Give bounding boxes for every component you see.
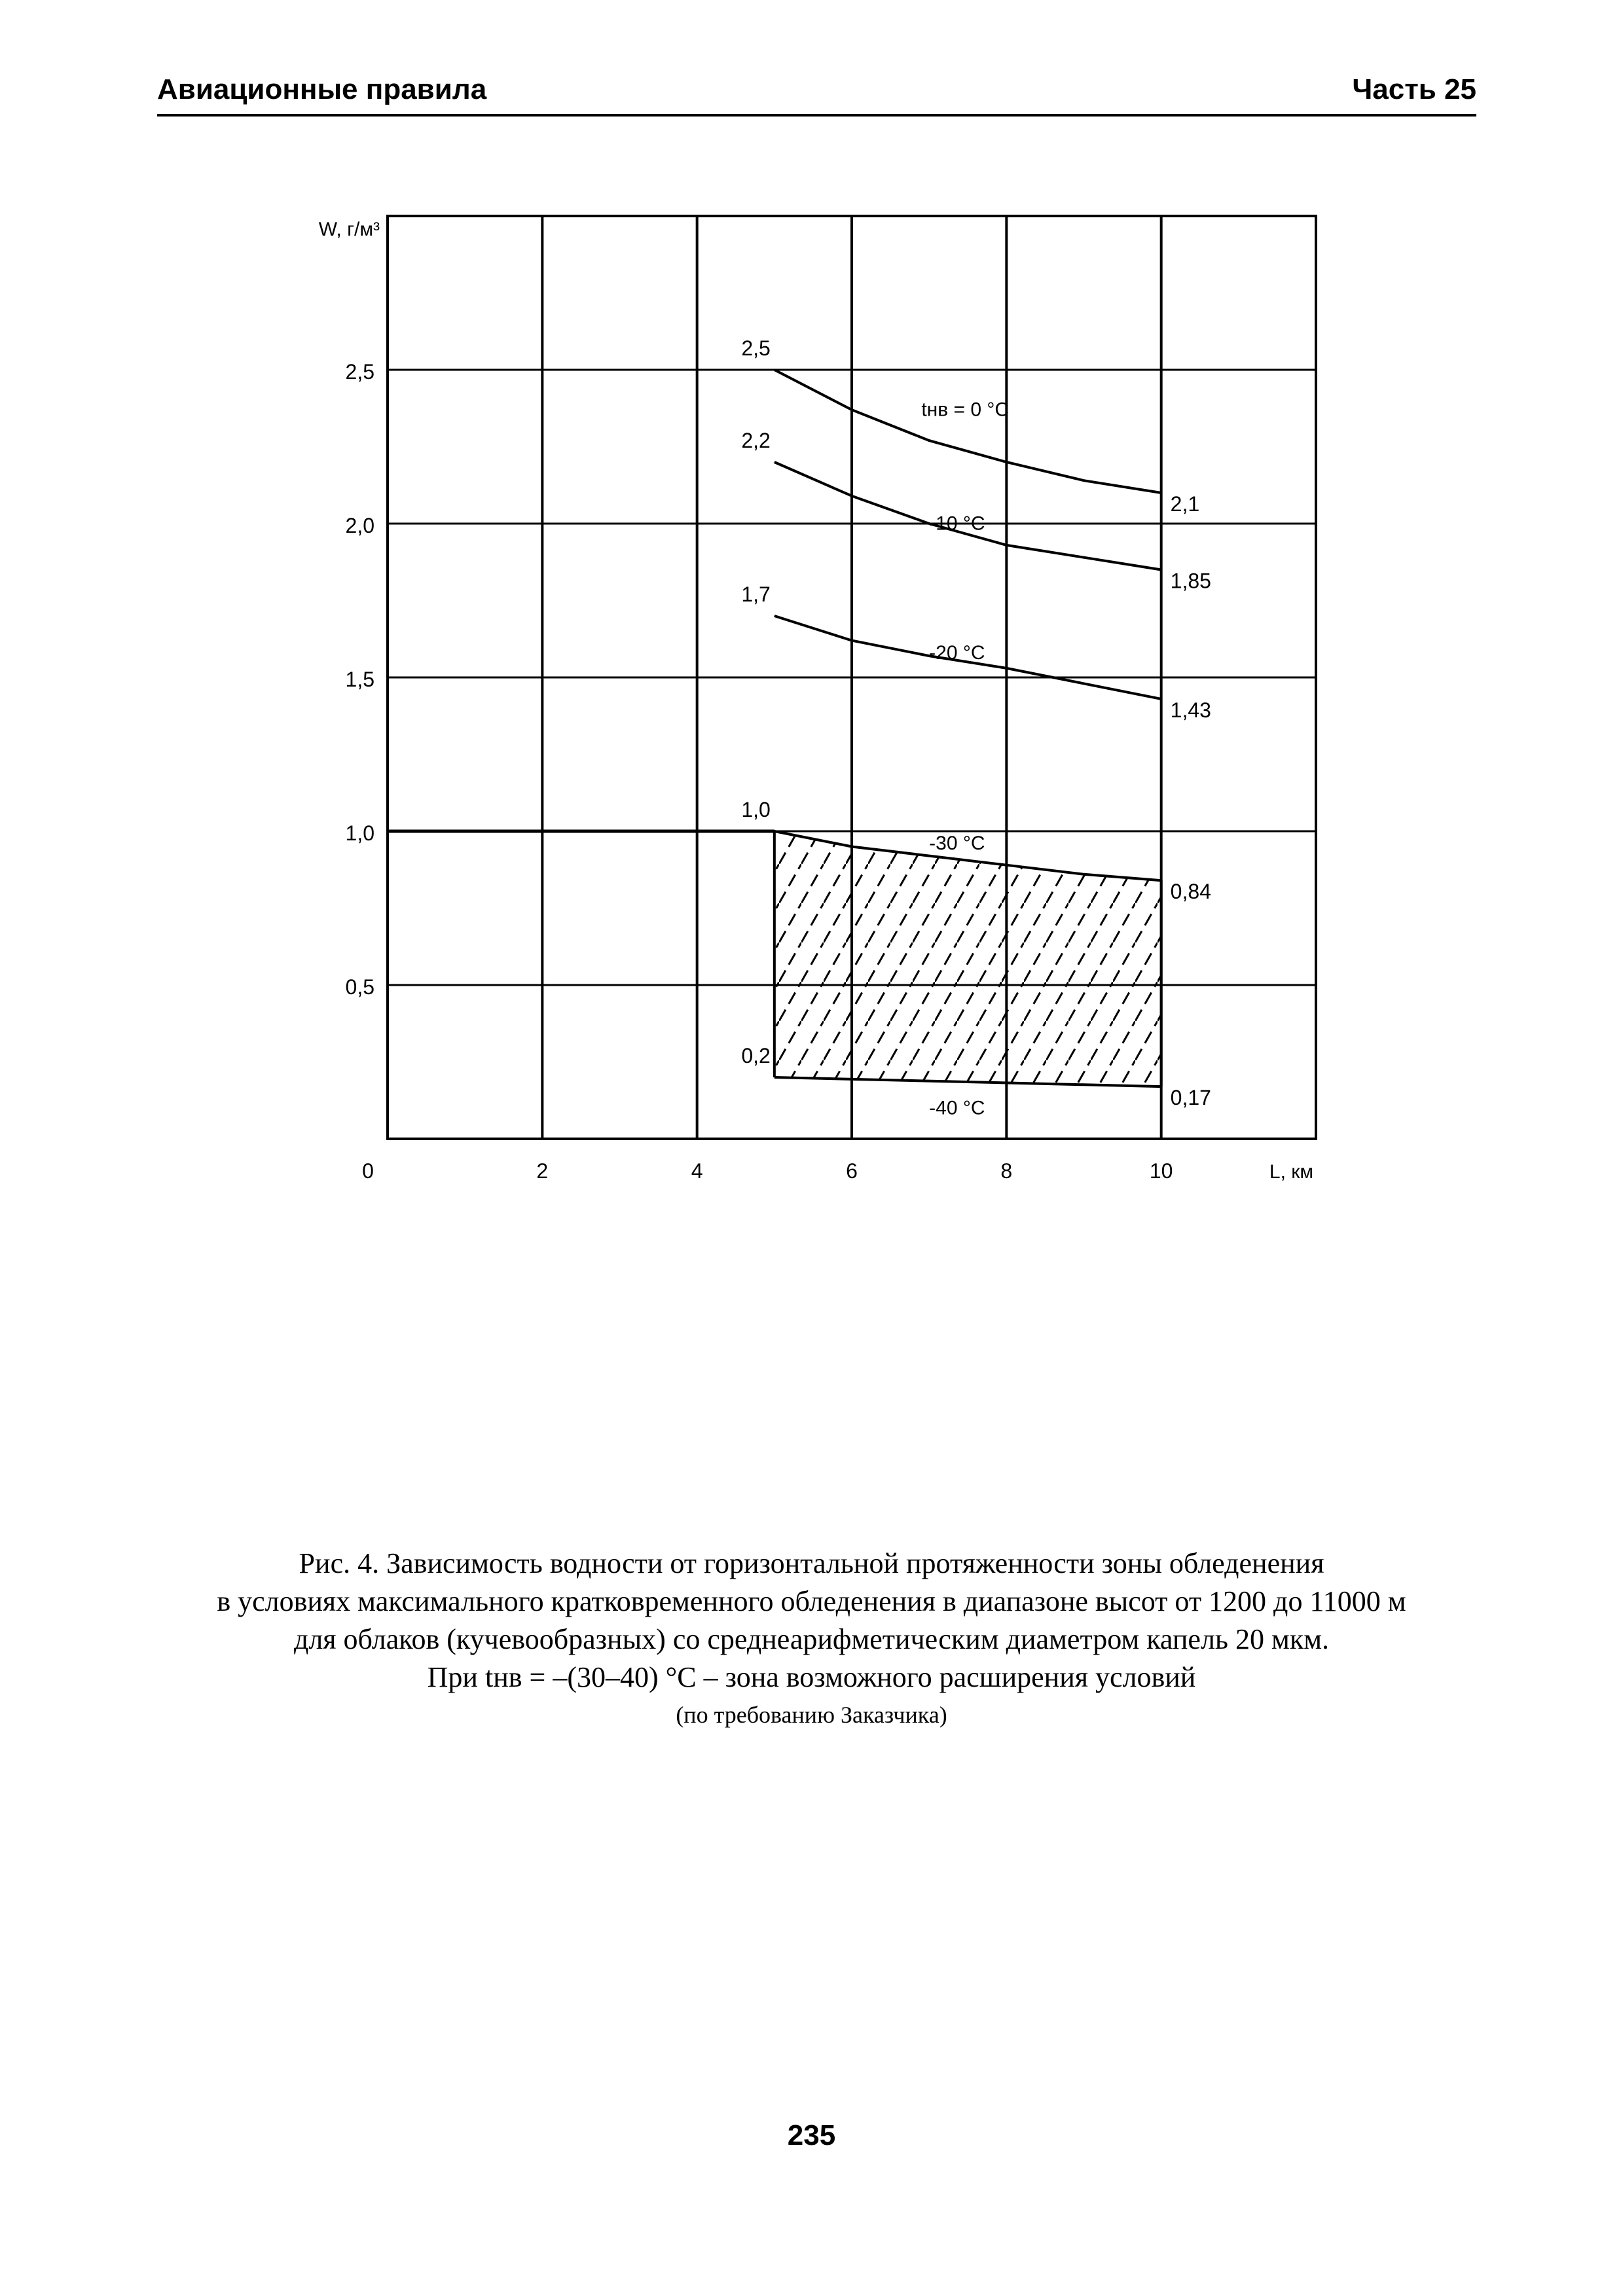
curve-end-label: 0,17 bbox=[1170, 1086, 1211, 1110]
x-tick-label: 10 bbox=[1149, 1159, 1173, 1183]
caption-line-1: Рис. 4. Зависимость водности от горизонтальной протяженности зоны обледенения bbox=[299, 1547, 1324, 1579]
x-tick-label: 0 bbox=[362, 1159, 374, 1183]
curve-name-label: -40 °C bbox=[929, 1097, 985, 1119]
caption-line-5: (по требованию Заказчика) bbox=[676, 1702, 947, 1728]
curve-name-label: -10 °C bbox=[929, 512, 985, 535]
curve-name-label: -20 °C bbox=[929, 641, 985, 664]
x-tick-label: 8 bbox=[1000, 1159, 1013, 1183]
caption-line-3: для облаков (кучевообразных) со среднеарифметическим диаметром капель 20 мкм. bbox=[293, 1623, 1330, 1655]
running-header-part: Часть 25 bbox=[1352, 73, 1476, 105]
x-tick-label: 2 bbox=[536, 1159, 549, 1183]
x-tick-label: 4 bbox=[691, 1159, 703, 1183]
y-tick-label: 0,5 bbox=[345, 975, 374, 999]
curve-end-label: 2,1 bbox=[1170, 492, 1200, 516]
x-axis-label: L, км bbox=[1269, 1161, 1313, 1183]
y-axis-label: W, г/м³ bbox=[318, 219, 380, 240]
curve-start-label: 2,5 bbox=[741, 336, 771, 360]
curve-start-label: 0,2 bbox=[741, 1044, 771, 1067]
page-number: 235 bbox=[787, 2119, 836, 2151]
curve-name-label: -30 °C bbox=[929, 833, 985, 855]
curve-end-label: 0,84 bbox=[1170, 880, 1211, 904]
caption-line-2: в условиях максимального кратковременного обледенения в диапазоне высот от 1200 до 11000 м bbox=[217, 1585, 1406, 1617]
y-tick-label: 2,0 bbox=[345, 514, 374, 537]
y-tick-label: 1,0 bbox=[345, 821, 374, 845]
running-header-title: Авиационные правила bbox=[157, 73, 487, 105]
curve-name-label: tнв = 0 °C bbox=[921, 399, 1010, 421]
curve-start-label: 2,2 bbox=[741, 429, 771, 452]
y-tick-label: 1,5 bbox=[345, 668, 374, 691]
y-tick-label: 2,5 bbox=[345, 360, 374, 384]
curve-end-label: 1,43 bbox=[1170, 698, 1211, 722]
curve-start-label: 1,7 bbox=[741, 583, 771, 606]
caption-line-4: При tнв = –(30–40) °С – зона возможного расширения условий bbox=[427, 1661, 1196, 1693]
figure-caption bbox=[131, 1545, 1492, 1733]
chart-hatched-region bbox=[775, 831, 1161, 1086]
curve-0c bbox=[775, 370, 1161, 493]
curve-start-label: 1,0 bbox=[741, 798, 771, 821]
curve-end-label: 1,85 bbox=[1170, 569, 1211, 593]
x-tick-label: 6 bbox=[846, 1159, 858, 1183]
hatched-zone bbox=[775, 831, 1161, 1086]
